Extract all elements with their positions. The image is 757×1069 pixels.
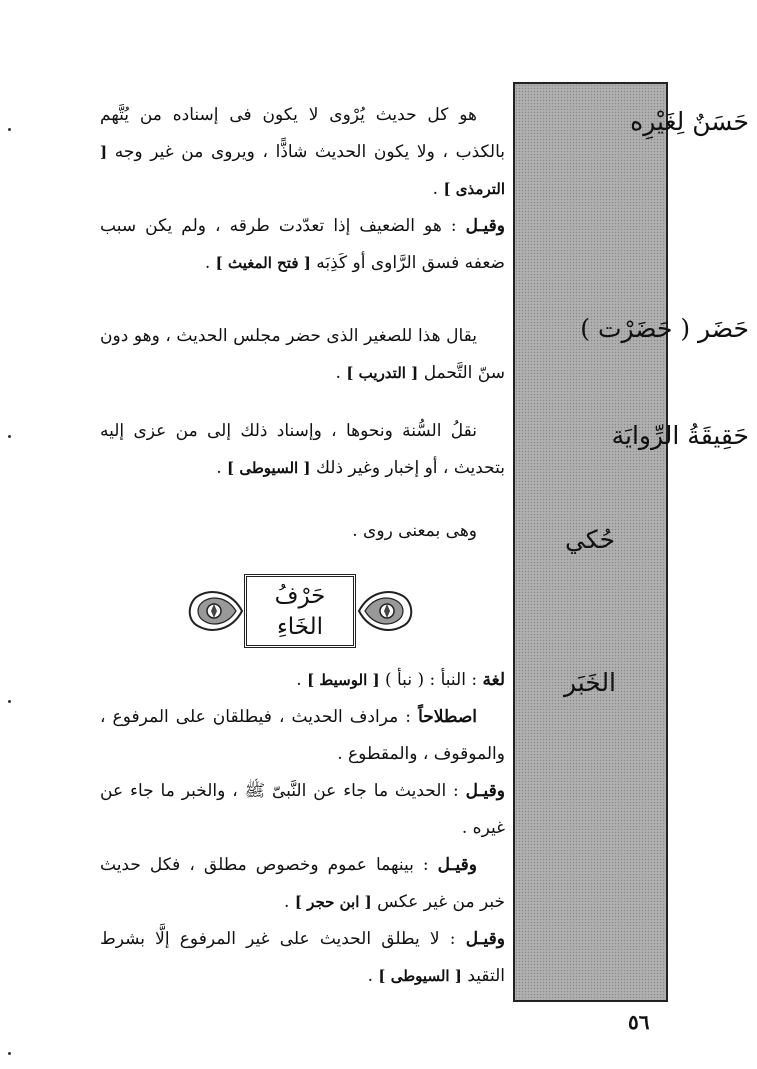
term-al-khabar: الخَبَر	[563, 668, 617, 697]
definition-text: وهى بمعنى روى .	[352, 521, 477, 541]
istilah-label: اصطلاحاً	[418, 707, 478, 727]
definition-text: هو كل حديث يُرْوى لا يكون فى إسناده من يُتَّهم بالكذب ، ولا يكون الحديث شاذًّا ، ويروى من غير وجه	[100, 105, 505, 162]
definition-text: يقال هذا للصغير الذى حضر مجلس الحديث ، وهو دون سنّ التَّحمل	[100, 326, 505, 383]
definition-text: : بينهما عموم وخصوص مطلق ، فكل حديث خبر من غير عكس	[100, 855, 505, 912]
scan-speck	[8, 1052, 11, 1055]
letter-heading-line2: الخَاءِ	[276, 614, 324, 640]
page-number: ٥٦	[628, 1010, 650, 1034]
letter-section-heading	[184, 566, 417, 656]
left-ornament-icon	[184, 582, 244, 640]
entry-haqiqa-definition: نقلُ السُّنة ونحوها ، وإسناد ذلك إلى من عزى إليه بتحديث ، أو إخبار وغير ذلك [ السيوطى ] .	[100, 421, 505, 478]
qila-label: وقيـل	[465, 929, 506, 949]
scan-speck	[8, 700, 11, 703]
entry-khabar-istilah	[100, 699, 505, 773]
source-reference: [ فتح المغيث ]	[215, 254, 311, 272]
source-reference: [ ابن حجر ]	[294, 893, 372, 911]
source-reference: [ الوسيط ]	[307, 671, 380, 689]
qila-label: وقيـل	[465, 216, 505, 236]
letter-heading-line1: حَرْفُ	[274, 583, 326, 609]
source-reference: [ الترمذى ]	[100, 143, 505, 198]
entry-hasan-definition: هو كل حديث يُرْوى لا يكون فى إسناده من يُتَّهم بالكذب ، ولا يكون الحديث شاذًّا ، ويروى من غير وجه [ الترمذى ] .	[100, 105, 505, 199]
entry-khabar-qila-2: وقيـل : بينهما عموم وخصوص مطلق ، فكل حديث خبر من غير عكس [ ابن حجر ] .	[100, 855, 505, 912]
qila-label: وقيـل	[437, 855, 477, 875]
letter-heading-box	[244, 574, 356, 648]
entry-hadar-definition: يقال هذا للصغير الذى حضر مجلس الحديث ، وهو دون سنّ التَّحمل [ التدريب ] .	[100, 326, 505, 383]
definition-text: : هو الضعيف إذا تعدّدت طرقه ، ولم يكن سبب ضعفه فسق الرَّاوى أو كَذِبَه	[100, 216, 505, 273]
term-haqiqat-al-riwaya: حَقِيقَةُ الرِّوايَة	[611, 421, 749, 450]
scan-speck	[8, 435, 11, 438]
term-huki: حُكي	[564, 525, 616, 554]
definition-text: : الحديث ما جاء عن النَّبىّ ﷺ ، والخبر ما جاء عن غيره .	[100, 781, 505, 838]
source-reference: [ التدريب ]	[346, 364, 419, 382]
term-hadar: حَضَر ( حَضَرْت )	[580, 314, 749, 343]
definition-text: : مرادف الحديث ، فيطلقان على المرفوع ، والموقوف ، والمقطوع .	[100, 707, 505, 764]
term-hasan-li-ghayrih: حَسَنٌ لِغَيْرِه	[630, 107, 749, 136]
right-ornament-icon	[357, 582, 417, 640]
entry-khabar-lugha: لغة : النبأ : ( نبأ ) [ الوسيط ] .	[296, 670, 505, 690]
source-reference: [ السيوطى ]	[227, 459, 311, 477]
entry-khabar-qila-1	[100, 773, 505, 847]
qila-label: وقيـل	[465, 781, 505, 801]
entry-huki-definition	[100, 513, 505, 550]
lugha-label: لغة	[482, 670, 505, 690]
entry-hasan-alternate: وقيـل : هو الضعيف إذا تعدّدت طرقه ، ولم يكن سبب ضعفه فسق الرَّاوى أو كَذِبَه [ فتح المغيث ] .	[100, 216, 505, 273]
scan-speck	[8, 128, 11, 131]
definition-text: : النبأ : ( نبأ )	[384, 670, 478, 690]
definition-text: نقلُ السُّنة ونحوها ، وإسناد ذلك إلى من عزى إليه بتحديث ، أو إخبار وغير ذلك	[100, 421, 505, 478]
entry-khabar-qila-3: وقيـل : لا يطلق الحديث على غير المرفوع إلَّا بشرط التقيد [ السيوطى ] .	[100, 929, 506, 986]
source-reference: [ السيوطى ]	[378, 967, 462, 985]
definition-text: : لا يطلق الحديث على غير المرفوع إلَّا بشرط التقيد	[100, 929, 505, 986]
